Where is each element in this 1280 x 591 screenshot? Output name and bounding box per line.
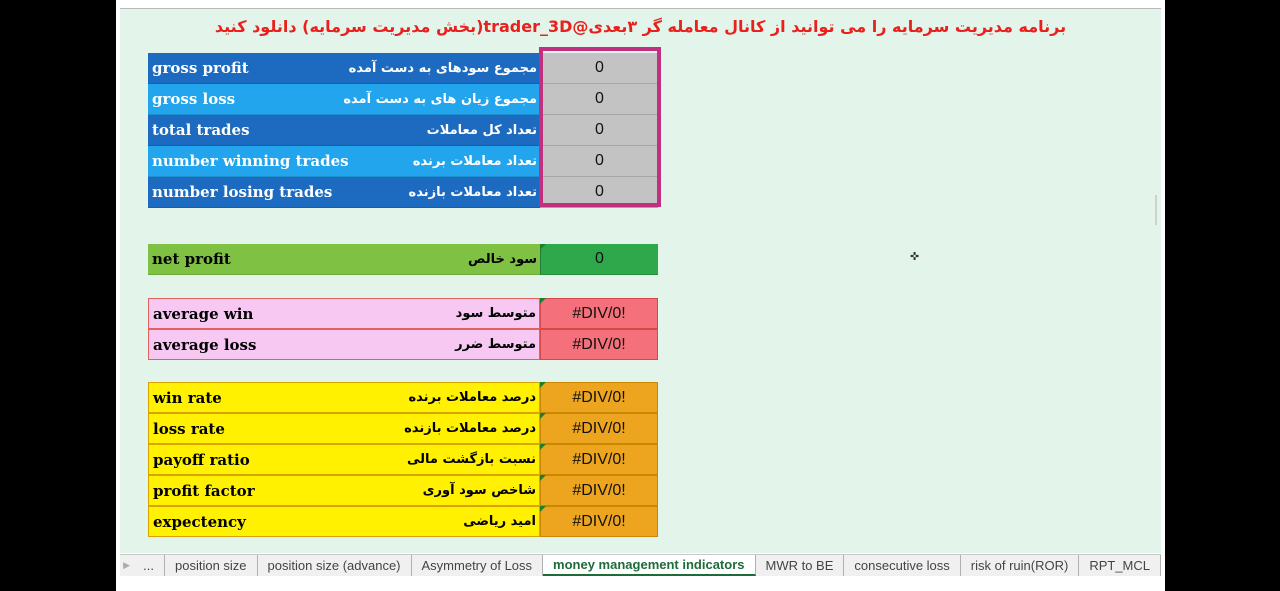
row-net-profit[interactable]: [148, 244, 540, 275]
value-average-win[interactable]: #DIV/0!: [540, 298, 658, 329]
row-label-en: net profit: [152, 250, 231, 268]
sheet-tab-bar: [120, 554, 1161, 576]
row-label-en: gross loss: [152, 90, 236, 108]
comment-indicator-icon: [540, 475, 546, 481]
title-banner: برنامه مدیریت سرمایه را می توانید از کانال معامله گر ۳بعدی@trader_3D(بخش مدیریت سرمایه) دانلود کنید: [214, 17, 1067, 36]
row-label-fa: درصد معاملات برنده: [408, 390, 536, 405]
row-win-rate[interactable]: [148, 382, 540, 413]
row-label-en: average loss: [153, 335, 257, 354]
value-number-losing-trades[interactable]: 0: [540, 177, 658, 208]
row-label-fa: تعداد معاملات برنده: [412, 153, 537, 169]
comment-indicator-icon: [540, 413, 546, 419]
row-label-en: gross profit: [152, 59, 249, 77]
tab-mwr-to-be[interactable]: MWR to BE: [756, 555, 845, 576]
row-label-fa: مجموع سودهای به دست آمده: [348, 60, 537, 76]
row-label-en: total trades: [152, 121, 250, 139]
value-number-winning-trades[interactable]: 0: [540, 146, 658, 177]
row-label-en: payoff ratio: [153, 450, 250, 469]
value-payoff-ratio[interactable]: #DIV/0!: [540, 444, 658, 475]
value-gross-loss[interactable]: 0: [540, 84, 658, 115]
row-gross-profit[interactable]: [148, 53, 540, 84]
row-label-fa: تعداد کل معاملات: [426, 122, 537, 138]
value-average-loss[interactable]: #DIV/0!: [540, 329, 658, 360]
row-average-win[interactable]: [148, 298, 540, 329]
value-gross-profit[interactable]: 0: [540, 53, 658, 84]
spreadsheet-area: [120, 8, 1161, 553]
row-label-fa: شاخص سود آوری: [422, 483, 536, 498]
tab-money-management-indicators[interactable]: money management indicators: [543, 555, 755, 576]
row-label-en: loss rate: [153, 419, 225, 438]
tab-rpt-mcl[interactable]: RPT_MCL: [1079, 555, 1161, 576]
row-total-trades[interactable]: [148, 115, 540, 146]
value-win-rate[interactable]: #DIV/0!: [540, 382, 658, 413]
row-label-fa: تعداد معاملات بازنده: [408, 184, 537, 200]
value-loss-rate[interactable]: #DIV/0!: [540, 413, 658, 444]
row-label-en: expectency: [153, 512, 246, 531]
row-number-losing-trades[interactable]: [148, 177, 540, 208]
tab-consecutive-loss[interactable]: consecutive loss: [844, 555, 960, 576]
value-net-profit[interactable]: 0: [540, 244, 658, 275]
value-total-trades[interactable]: 0: [540, 115, 658, 146]
tab-asymmetry-of-loss[interactable]: Asymmetry of Loss: [412, 555, 544, 576]
comment-indicator-icon: [540, 506, 546, 512]
comment-indicator-icon: [540, 244, 546, 250]
row-label-fa: امید ریاضی: [463, 514, 536, 529]
app-frame: [116, 0, 1165, 591]
row-profit-factor[interactable]: [148, 475, 540, 506]
tab-risk-of-ruin[interactable]: risk of ruin(ROR): [961, 555, 1080, 576]
cross-cursor-icon: ✜: [910, 250, 920, 263]
row-label-fa: متوسط ضرر: [455, 337, 536, 352]
row-loss-rate[interactable]: [148, 413, 540, 444]
comment-indicator-icon: [540, 382, 546, 388]
row-expectency[interactable]: [148, 506, 540, 537]
row-payoff-ratio[interactable]: [148, 444, 540, 475]
row-average-loss[interactable]: [148, 329, 540, 360]
row-label-en: average win: [153, 304, 254, 323]
row-gross-loss[interactable]: [148, 84, 540, 115]
row-label-fa: درصد معاملات بازنده: [404, 421, 536, 436]
comment-indicator-icon: [540, 444, 546, 450]
row-label-fa: متوسط سود: [455, 306, 536, 321]
vertical-scrollbar[interactable]: [1155, 195, 1157, 225]
row-label-en: number winning trades: [152, 152, 349, 170]
tab-position-size[interactable]: position size: [165, 555, 258, 576]
tab-more[interactable]: ...: [133, 555, 165, 576]
row-label-fa: مجموع زیان های به دست آمده: [343, 91, 537, 107]
row-label-en: win rate: [153, 388, 222, 407]
comment-indicator-icon: [540, 298, 546, 304]
row-label-en: profit factor: [153, 481, 255, 500]
value-profit-factor[interactable]: #DIV/0!: [540, 475, 658, 506]
tab-scroll-right-icon[interactable]: ▶: [123, 560, 131, 570]
row-label-fa: سود خالص: [468, 251, 537, 267]
row-number-winning-trades[interactable]: [148, 146, 540, 177]
value-expectency[interactable]: #DIV/0!: [540, 506, 658, 537]
tab-position-size-advance[interactable]: position size (advance): [258, 555, 412, 576]
row-label-fa: نسبت بازگشت مالی: [407, 452, 536, 467]
row-label-en: number losing trades: [152, 183, 333, 201]
